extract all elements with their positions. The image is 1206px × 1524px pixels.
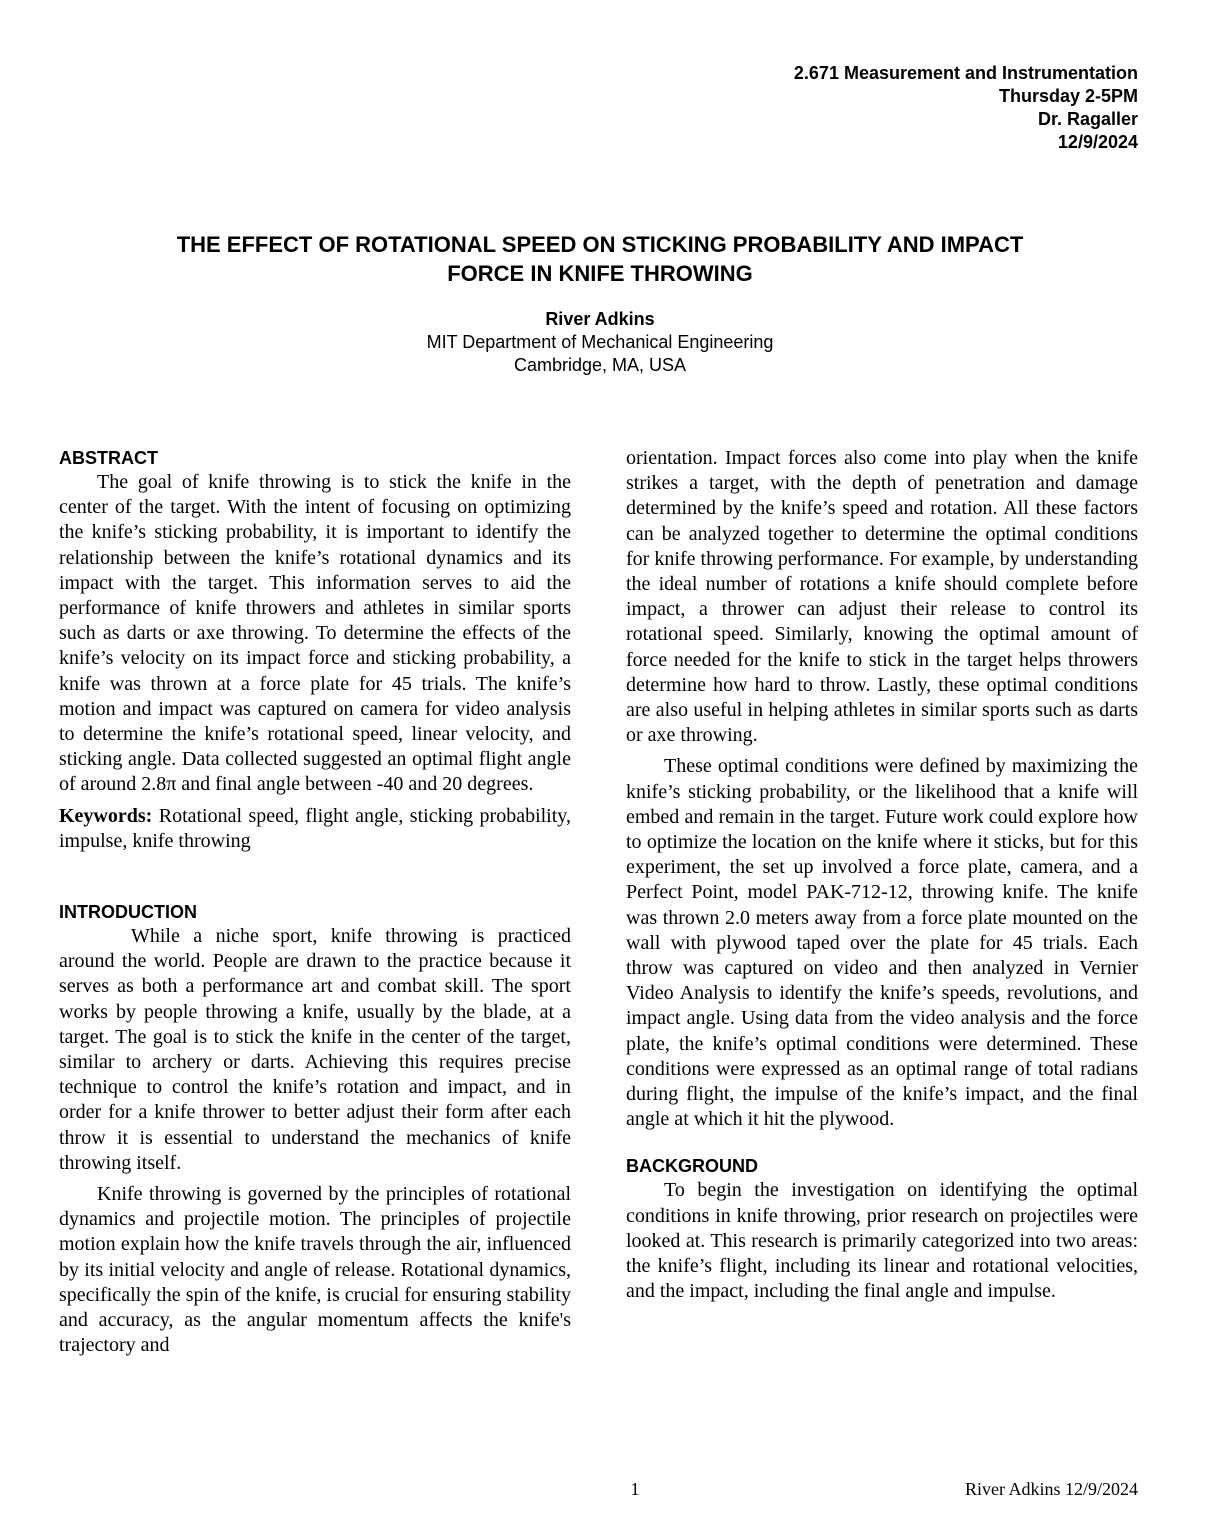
left-column bbox=[59, 446, 571, 1359]
author-affiliation: MIT Department of Mechanical Engineering bbox=[426, 332, 774, 352]
keywords bbox=[59, 804, 571, 854]
right-column bbox=[626, 446, 1138, 1305]
keywords-list: Rotational speed, flight angle, sticking probability, impulse, knife throwing bbox=[59, 804, 571, 852]
background-heading: BACKGROUND bbox=[626, 1156, 758, 1177]
background-paragraph-1: To begin the investigation on identifying the optimal conditions in knife throwing, prior research on projectiles were looked at. This research is primarily categorized into two areas: the knife’s flight, including its linear and rotational velocities, and the impact, including the final angle and impulse. bbox=[626, 1179, 1138, 1303]
course-name: 2.671 Measurement and Instrumentation bbox=[793, 63, 1138, 83]
author-location: Cambridge, MA, USA bbox=[513, 355, 687, 375]
title-line-2: FORCE IN KNIFE THROWING bbox=[447, 261, 753, 286]
header-date: 12/9/2024 bbox=[1057, 132, 1138, 152]
abstract-heading: ABSTRACT bbox=[59, 448, 158, 468]
introduction-paragraph-3: These optimal conditions were defined by maximizing the knife’s sticking probability, or the likelihood that a knife will embed and remain in the target. Future work could explore how to optimize the location on the knife where it sticks, but for this experiment, the set up involved a force plate, camera, and a Perfect Point, model PAK-712-12, throwing knife. The knife was thrown 2.0 meters away from a force plate mounted on the wall with plywood taped over the plate for 45 trials. Each throw was captured on video and then analyzed in Vernier Video Analysis to identify the knife’s speeds, revolutions, and impact angle. Using data from the video analysis and the force plate, the knife’s optimal conditions were determined. These conditions were expressed as an optimal range of total radians during flight, the impulse of the knife’s impact, and the final angle at which it hit the plywood. bbox=[626, 755, 1138, 1131]
session-time: Thursday 2-5PM bbox=[998, 86, 1138, 106]
title-line-1: THE EFFECT OF ROTATIONAL SPEED ON STICKING PROBABILITY AND IMPACT bbox=[176, 232, 1024, 257]
introduction-paragraph-2: Knife throwing is governed by the principles of rotational dynamics and projectile motion. The principles of projectile motion explain how the knife travels through the air, influenced by its initial velocity and angle of release. Rotational dynamics, specifically the spin of the knife, is crucial for ensuring stability and accuracy, as the angular momentum affects the knife's trajectory and bbox=[59, 1183, 571, 1357]
author-block bbox=[300, 308, 900, 377]
page-number: 1 bbox=[630, 1479, 640, 1499]
instructor-name: Dr. Ragaller bbox=[1037, 109, 1138, 129]
keywords-label: Keywords: bbox=[59, 804, 153, 827]
footer-author-date: River Adkins 12/9/2024 bbox=[964, 1479, 1138, 1499]
author-name: River Adkins bbox=[545, 309, 655, 329]
introduction-paragraph-1: While a niche sport, knife throwing is practiced around the world. People are drawn to the practice because it serves as both a performance art and combat skill. The sport works by people throwing a knife, usually by the blade, at a target. The goal is to stick the knife in the center of the target, similar to archery or darts. Achieving this requires precise technique to control the knife’s rotation and impact, and in order for a knife thrower to better adjust their form after each throw it is essential to understand the mechanics of knife throwing itself. bbox=[59, 925, 571, 1174]
paper-title bbox=[100, 230, 1100, 288]
course-header bbox=[794, 62, 1138, 154]
abstract-text: The goal of knife throwing is to stick the knife in the center of the target. With the intent of focusing on optimizing the knife’s sticking probability, it is important to identify the relationship between the knife’s rotational dynamics and its impact with the target. This information serves to aid the performance of knife throwers and athletes in similar sports such as darts or axe throwing. To determine the effects of the knife’s velocity on its impact force and sticking probability, a knife was thrown at a force plate for 45 trials. The knife’s motion and impact was captured on camera for video analysis to determine the knife’s rotational speed, linear velocity, and sticking angle. Data collected suggested an optimal flight angle of around 2.8π and final angle between -40 and 20 degrees. bbox=[59, 471, 571, 796]
introduction-heading: INTRODUCTION bbox=[59, 902, 197, 923]
introduction-paragraph-2-continued: orientation. Impact forces also come into play when the knife strikes a target, with the depth of penetration and damage determined by the knife’s speed and rotation. All these factors can be analyzed together to determine the optimal conditions for knife throwing performance. For example, by understanding the ideal number of rotations a knife should complete before impact, a thrower can adjust their release to control its rotational speed. Similarly, knowing the optimal amount of force needed for the knife to stick in the target helps throwers determine how hard to throw. Lastly, these optimal conditions are also useful in helping athletes in similar sports such as darts or axe throwing. bbox=[626, 447, 1138, 747]
